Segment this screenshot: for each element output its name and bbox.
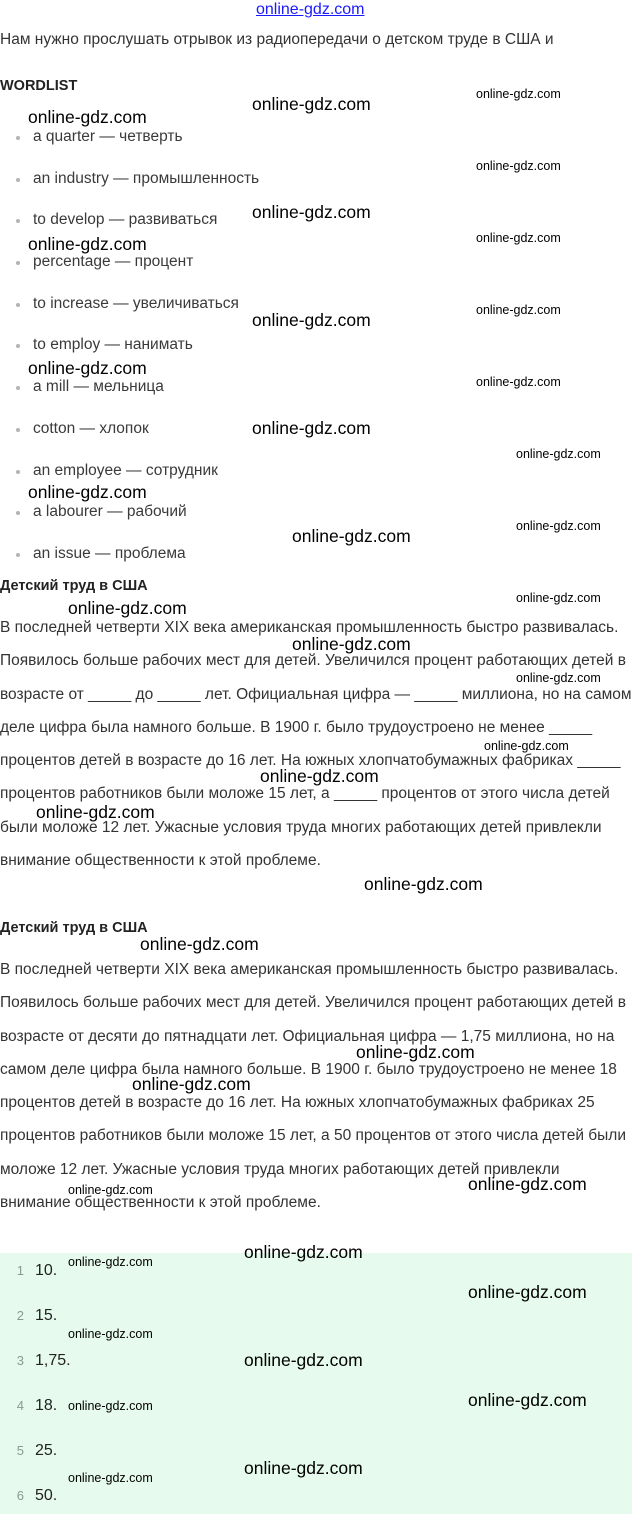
site-link[interactable]: online-gdz.com [256,1,365,18]
answer-number: 3 [16,1353,24,1368]
watermark: online-gdz.com [252,418,371,438]
watermark: online-gdz.com [68,1327,153,1341]
watermark: online-gdz.com [68,1471,153,1485]
answer-row [0,1442,57,1464]
wordlist-item: an employee — сотрудник [0,462,259,504]
watermark: online-gdz.com [516,591,601,605]
watermark: online-gdz.com [292,526,411,546]
watermark: online-gdz.com [468,1174,587,1194]
watermark: online-gdz.com [476,87,561,101]
answer-value: 1,75. [35,1352,71,1369]
answer-number: 5 [16,1443,24,1458]
wordlist-item: a labourer — рабочий [0,503,259,545]
watermark: online-gdz.com [356,1042,475,1062]
watermark: online-gdz.com [140,934,259,954]
watermark: online-gdz.com [28,107,147,127]
answer-value: 18. [35,1397,58,1414]
watermark: online-gdz.com [476,303,561,317]
wordlist-item: to develop — развиваться [0,211,259,253]
watermark: online-gdz.com [68,1255,153,1269]
wordlist-item: a quarter — четверть [0,128,259,170]
answer-value: 15. [35,1307,58,1324]
section2-title: Детский труд в США [0,920,148,936]
watermark: online-gdz.com [516,519,601,533]
watermark: online-gdz.com [516,671,601,685]
watermark: online-gdz.com [516,447,601,461]
watermark: online-gdz.com [476,231,561,245]
answer-number: 2 [16,1308,24,1323]
answer-value: 10. [35,1262,58,1279]
watermark: online-gdz.com [468,1282,587,1302]
wordlist-title: WORDLIST [0,78,78,94]
wordlist-item: a mill — мельница [0,378,259,420]
watermark: online-gdz.com [292,634,411,654]
section1-title: Детский труд в США [0,578,148,594]
watermark: online-gdz.com [252,202,371,222]
wordlist-item: cotton — хлопок [0,420,259,462]
answer-number: 4 [16,1398,24,1413]
watermark: online-gdz.com [468,1390,587,1410]
watermark: online-gdz.com [252,310,371,330]
answer-row [0,1262,57,1284]
watermark: online-gdz.com [476,375,561,389]
watermark: online-gdz.com [244,1242,363,1262]
watermark: online-gdz.com [252,94,371,114]
section2-text: В последней четверти XIX века американская промышленность быстро развивалась. Появилось больше рабочих мест для детей. Увеличился процент работающих детей в возрасте от десяти до пятнадцати лет. Официальная цифра — 1,75 миллиона, но на самом деле цифра была намного больше. В 1900 г. было трудоустроено не менее 18 процентов детей в возрасте до 16 лет. На южных хлопчатобумажных фабриках 25 процентов работников были моложе 15 лет, а 50 процентов от этого числа детей были моложе 12 лет. Ужасные условия труда многих работающих детей привлекли внимание общественности к этой проблеме. [0,961,627,1212]
section1-text: В последней четверти XIX века американская промышленность быстро развивалась. Появилось больше рабочих мест для детей. Увеличился процент работающих детей в возрасте от _____ до _____ лет. Официальная цифра — _____ миллиона, но на самом деле цифра была намного больше. В 1900 г. было трудоустроено не менее _____ процентов детей в возрасте до 16 лет. На южных хлопчатобумажных фабриках _____ процентов работников были моложе 15 лет, а _____ процентов от этого числа детей были моложе 12 лет. Ужасные условия труда многих работающих детей привлекли внимание общественности к этой проблеме. [0,619,632,870]
watermark: online-gdz.com [28,482,147,502]
watermark: online-gdz.com [28,358,147,378]
answer-row [0,1352,71,1374]
wordlist-item: an industry — промышленность [0,170,259,212]
answer-value: 50. [35,1487,58,1504]
watermark: online-gdz.com [244,1458,363,1478]
watermark: online-gdz.com [244,1350,363,1370]
answer-row [0,1487,57,1509]
watermark: online-gdz.com [68,1183,153,1197]
watermark: online-gdz.com [68,1399,153,1413]
wordlist-item: an issue — проблема [0,545,259,587]
answer-value: 25. [35,1442,58,1459]
watermark: online-gdz.com [484,739,569,753]
watermark: online-gdz.com [260,766,379,786]
wordlist-item: to increase — увеличиваться [0,295,259,337]
answer-row [0,1307,57,1329]
watermark: online-gdz.com [476,159,561,173]
watermark: online-gdz.com [68,598,187,618]
watermark: online-gdz.com [36,802,155,822]
watermark: online-gdz.com [364,874,483,894]
answer-row [0,1397,57,1419]
watermark: online-gdz.com [28,234,147,254]
wordlist-item: percentage — процент [0,253,259,295]
watermark: online-gdz.com [132,1074,251,1094]
wordlist-item: to employ — нанимать [0,336,259,378]
answer-number: 1 [16,1263,24,1278]
intro-text: Нам нужно прослушать отрывок из радиопередачи о детском труде в США и [0,31,554,48]
answer-number: 6 [16,1488,24,1503]
